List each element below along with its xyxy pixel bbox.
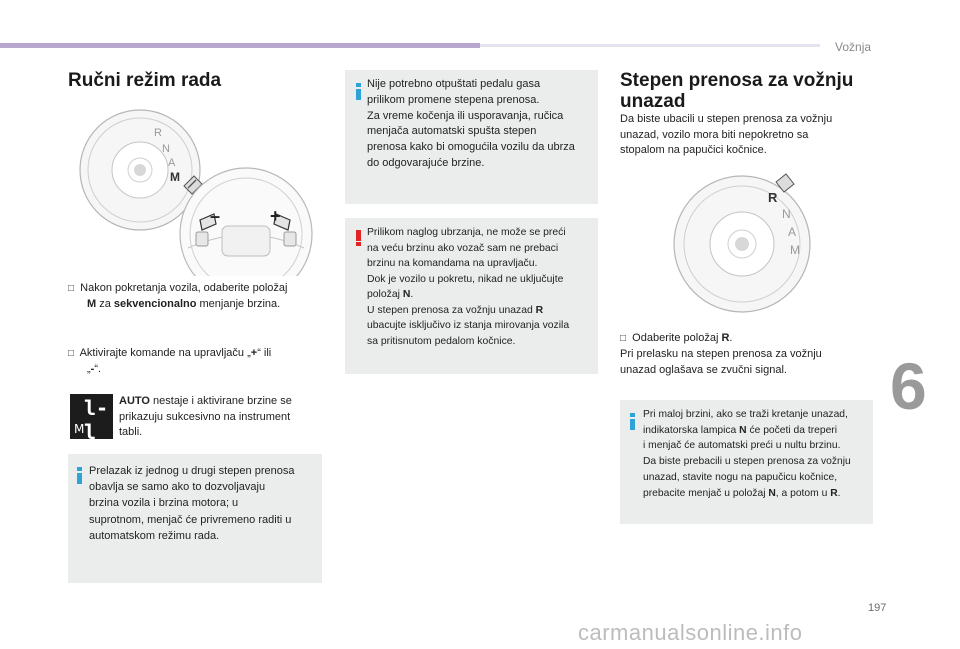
reverse-intro: Da biste ubacili u stepen prenosa za vožnju unazad, vozilo mora biti nepokretno sa stopalom na papučici kočnice. [620,113,833,156]
gear-label-m: M [170,170,180,184]
paddle-minus-label: – [210,206,221,226]
gear-label-a: A [788,225,797,239]
paddle-plus-label: + [270,206,281,226]
gear-label-a: A [168,157,176,169]
warning-box-acceleration: Prilikom naglog ubrzanja, ne može se preći na veću brzinu ako vozač sam ne prebaci brzinu na komandama na upravljaču. Dok je vozilo u pokretu, nikad ne uključujte položaj N. U stepen prenosa za vožnju unazad R ubacujte isključivo iz stanja mirovanja vozila sa pritisnutom pedalom kočnice. [345,218,598,374]
header-rule [480,44,820,47]
gear-display-icon: l-l M [70,394,113,439]
step-activate-paddles: □ Aktivirajte komande na upravljaču „+“ ili „-“. [68,347,272,375]
gear-label-n: N [162,143,170,155]
step-bullet-icon: □ [68,283,75,294]
info-icon [630,413,635,430]
step-bullet-icon: □ [620,333,627,344]
header-accent-bar [0,43,480,48]
reverse-step: □ Odaberite položaj R. [620,332,733,344]
reverse-signal-note: Pri prelasku na stepen prenosa za vožnju unazad oglašava se zvučni signal. [620,348,822,376]
reverse-section-title: Stepen prenosa za vožnju unazad [620,70,854,112]
step-bullet-icon: □ [68,348,75,359]
gear-label-m: M [790,243,800,257]
info-icon [77,467,82,484]
gear-label-n: N [782,207,791,221]
chapter-number: 6 [890,349,927,423]
step-select-m: □ Nakon pokretanja vozila, odaberite položaj M za sekvencionalno menjanje brzina. [68,282,288,310]
section-label: Vožnja [835,40,872,54]
page-title: Ručni režim rada [68,70,222,91]
reverse-gear-selector-icon [672,168,822,318]
page-number: 197 [868,602,887,614]
auto-note: AUTO nestaje i aktivirane brzine se prikazuju sukcesivno na instrument tabli. [119,395,292,438]
gear-label-r: R [154,127,162,139]
info-icon [356,83,361,100]
manual-mode-illustration [76,108,316,276]
info-box-gear-change: Prelazak iz jednog u drugi stepen prenosa obavlja se samo ako to dozvoljavaju brzina vozila i brzina motora; u suprotnom, menjač će privremeno raditi u automatskom režimu rada. [68,454,322,583]
gear-label-r: R [768,190,778,205]
info-box-reverse: Pri maloj brzini, ako se traži kretanje unazad, indikatorska lampica N će početi da treperi i menjač će automatski preći u nultu brzinu. Da biste prebacili u stepen prenosa za vožnju unazad, stavite nogu na papučicu kočnice, prebacite menjač u položaj N, a potom u R. [620,400,873,524]
watermark: carmanualsonline.info [578,620,803,645]
info-box-throttle: Nije potrebno otpuštati pedalu gasa prilikom promene stepena prenosa. Za vreme kočenja ili usporavanja, ručica menjača automatski spušta stepen prenosa kako bi omogućila vozilu da ubrza do odgovarajuće brzine. [345,70,598,204]
warning-icon [356,230,361,246]
